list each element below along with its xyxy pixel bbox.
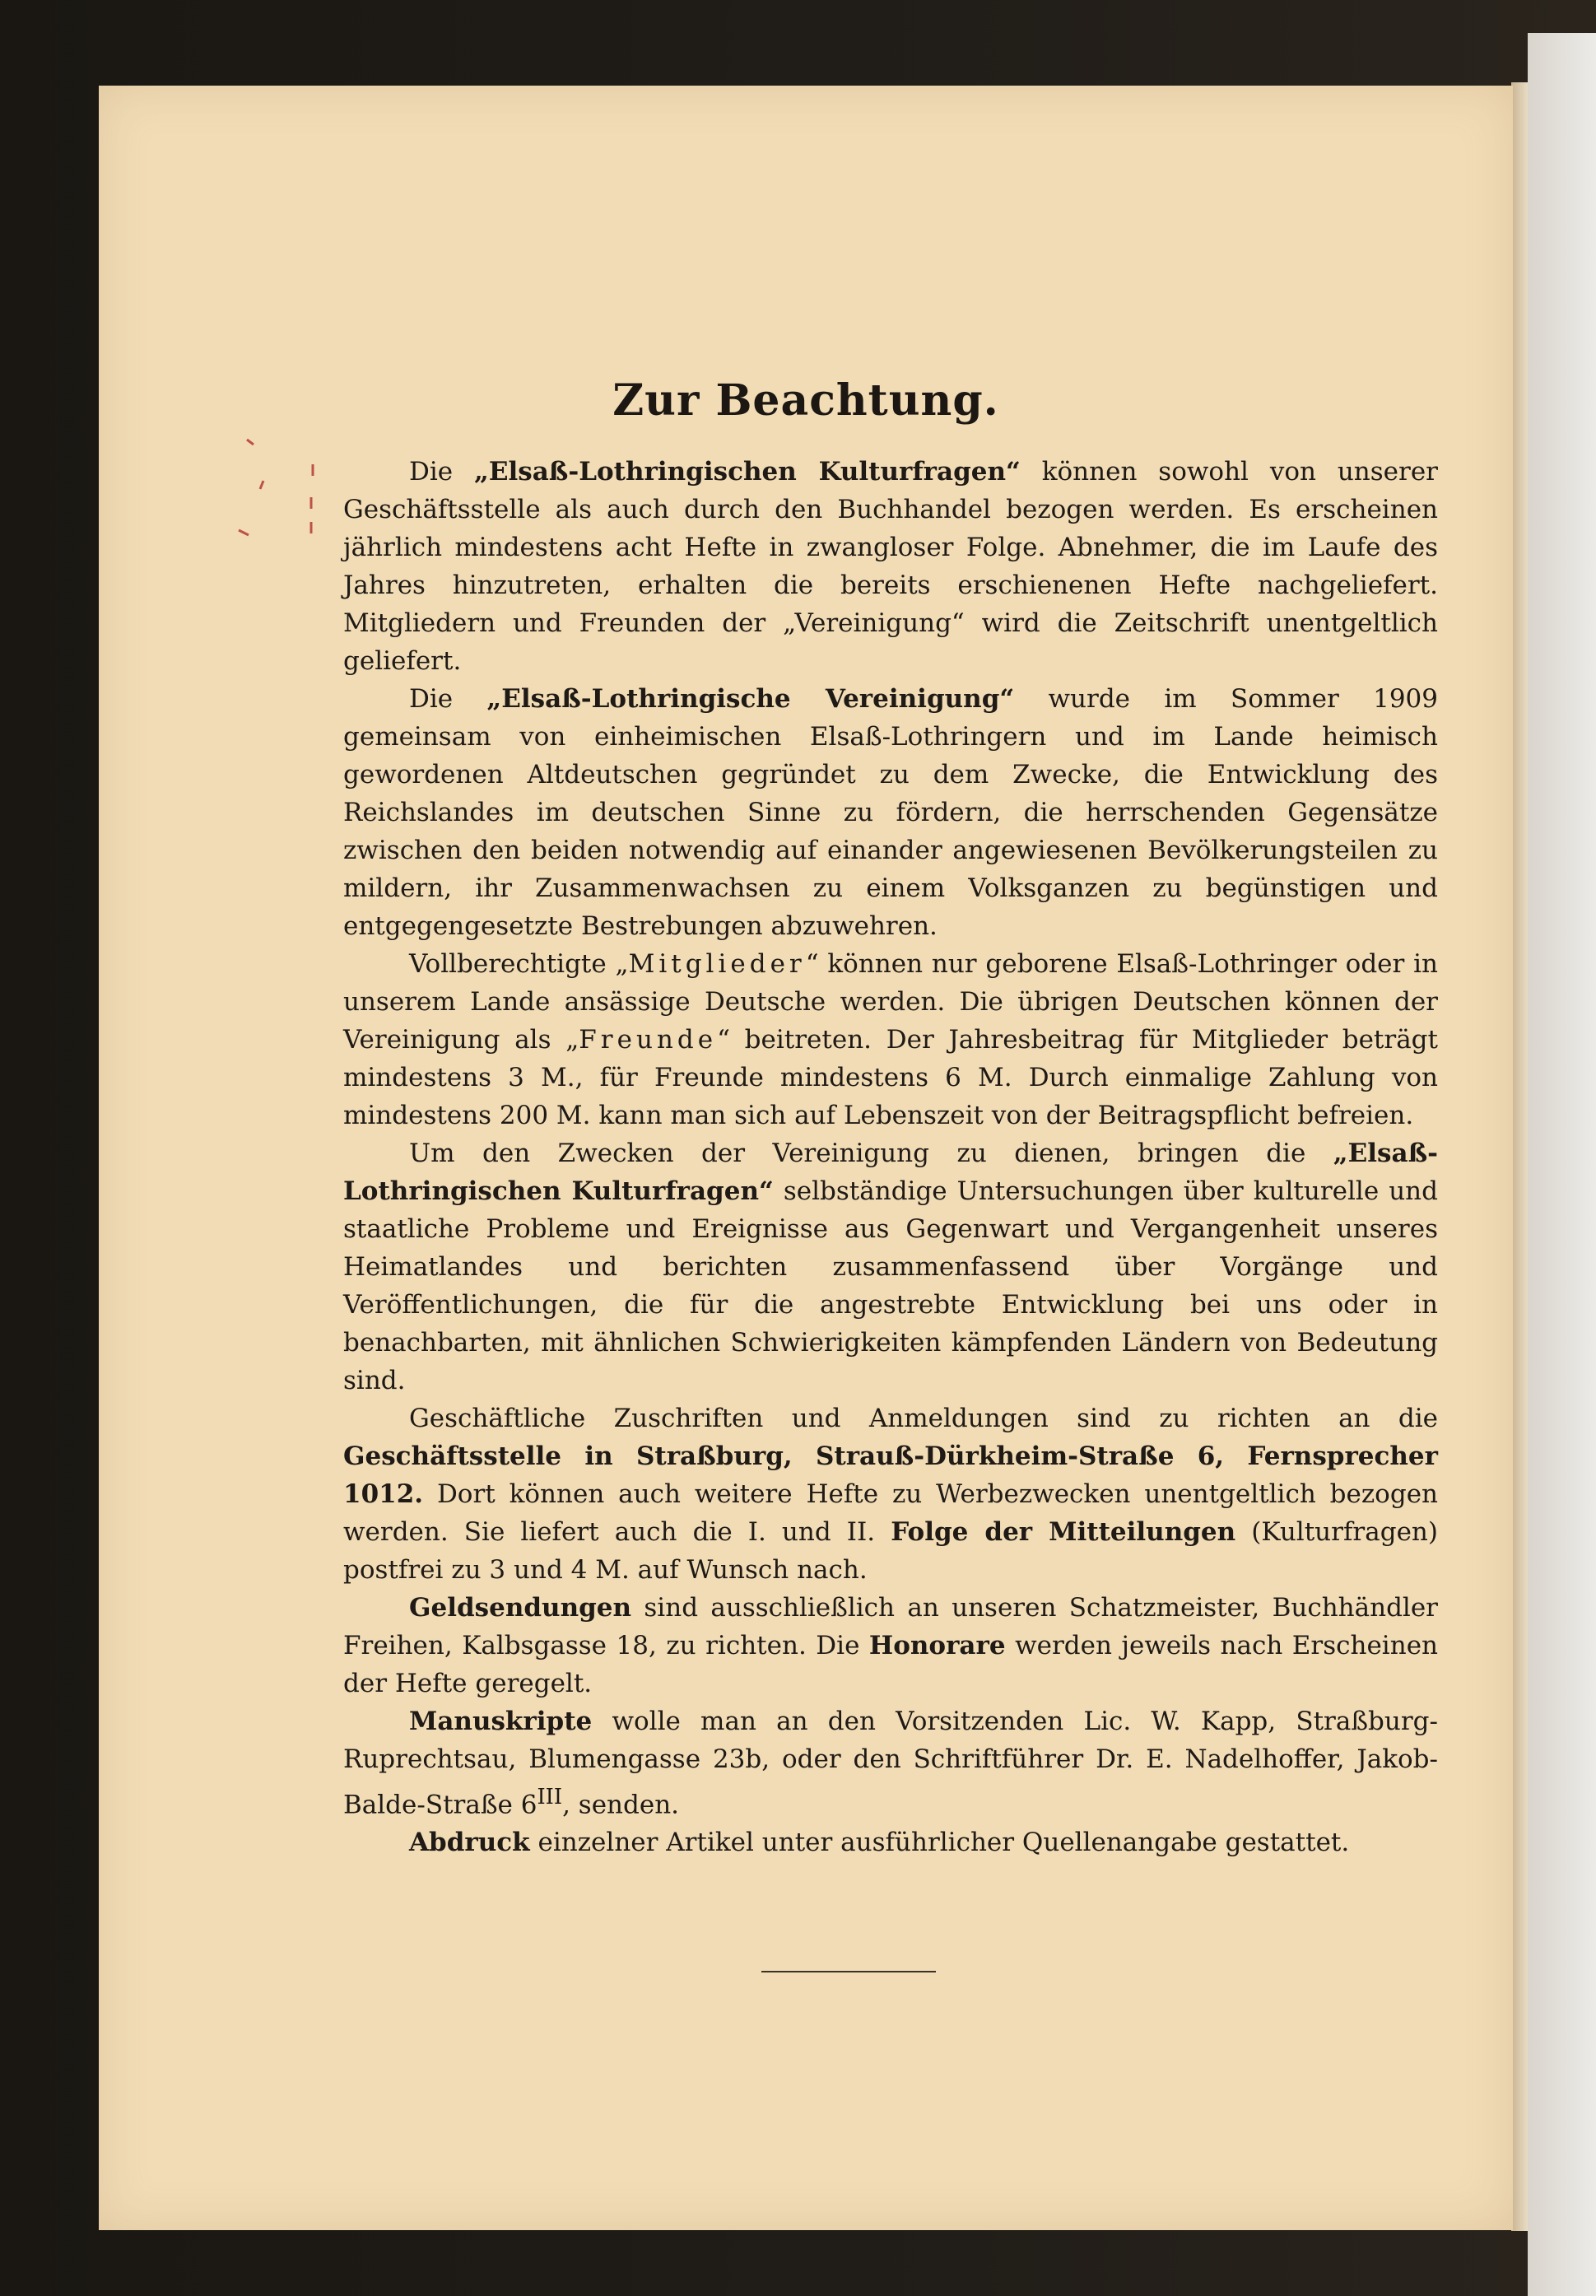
fees-term: Honorare (868, 1631, 1006, 1660)
paragraph-association (343, 680, 1438, 945)
manuscripts-term: Manuskripte (409, 1707, 593, 1736)
text-run: (Kulturfragen) postfrei zu 3 und 4 M. auf Wunsch nach. (343, 1517, 1438, 1585)
closing-rule (761, 1971, 936, 1972)
journal-name: „Elsaß-Lothringischen Kulturfragen“ (343, 1139, 1438, 1206)
text-run: werden jeweils nach Erscheinen der Hefte geregelt. (343, 1631, 1439, 1698)
text-run: , senden. (562, 1790, 680, 1820)
text-run: wolle man an den Vorsitzenden Lic. W. Kapp, Straßburg-Ruprechtsau, Blumengasse 23b, oder den Schriftführer Dr. E. Nadelhoffer, Jakob-Balde-Straße 6 (343, 1707, 1438, 1820)
paragraph-manuscripts (343, 1702, 1438, 1823)
document-page (99, 86, 1513, 2230)
paragraph-payments (343, 1589, 1438, 1702)
payments-term: Geldsendungen (409, 1593, 632, 1623)
reprint-term: Abdruck (409, 1828, 530, 1858)
text-run: Um den Zwecken der Vereinigung zu dienen, bringen die (409, 1139, 1333, 1168)
text-run: Die (409, 457, 474, 487)
series-name: Folge der Mitteilungen (891, 1517, 1236, 1547)
adjacent-page (1528, 33, 1596, 2296)
members-term: Mitglieder (628, 949, 806, 979)
superscript: III (537, 1785, 563, 1809)
text-run: Dort können auch weitere Hefte zu Werbezwecken unentgeltlich bezogen werden. Sie liefert auch die I. und II. (343, 1479, 1438, 1547)
paragraph-purpose (343, 1134, 1438, 1399)
text-run: sind ausschließlich an unseren Schatzmeister, Buchhändler Freihen, Kalbsgasse 18, zu richten. Die (343, 1593, 1438, 1660)
text-run: Die (409, 684, 487, 714)
paragraph-subscription (343, 453, 1438, 680)
association-name: „Elsaß-Lothringische Vereinigung“ (486, 684, 1015, 714)
paragraph-office (343, 1399, 1438, 1589)
text-run: “ beitreten. Der Jahresbeitrag für Mitglieder beträgt mindestens 3 M., für Freunde mindestens 6 M. Durch einmalige Zahlung von mindestens 200 M. kann man sich auf Lebenszeit von der Beitragspflicht befreien. (343, 1025, 1438, 1130)
friends-term: Freunde (579, 1025, 718, 1055)
text-run: können sowohl von unserer Geschäftsstelle als auch durch den Buchhandel bezogen werden. Es erscheinen jährlich mindestens acht Hefte in zwangloser Folge. Abnehmer, die im Laufe des Jahres hinzutreten, erhalten die bereits erschienenen Hefte nachgeliefert. Mitgliedern und Freunden der „Vereinigung“ wird die Zeitschrift unentgeltlich geliefert. (343, 457, 1438, 676)
paragraph-reprint (343, 1823, 1438, 1861)
journal-name: „Elsaß-Lothringischen Kulturfragen“ (474, 457, 1021, 487)
text-run: einzelner Artikel unter ausführlicher Quellenangabe gestattet. (529, 1828, 1350, 1858)
office-address: Geschäftsstelle in Straßburg, Strauß-Dürkheim-Straße 6, Fernsprecher 1012. (343, 1441, 1438, 1509)
text-run: Geschäftliche Zuschriften und Anmeldungen sind zu richten an die (409, 1404, 1438, 1433)
text-run: selbständige Untersuchungen über kulturelle und staatliche Probleme und Ereignisse aus Gegenwart und Vergangenheit unseres Heimatlandes und berichten zusammenfassend über Vorgänge und Veröffentlichungen, die für die angestrebte Entwicklung bei uns oder in benachbarten, mit ähnlichen Schwierigkeiten kämpfenden Ländern von Bedeutung sind. (343, 1176, 1438, 1395)
text-run: “ können nur geborene Elsaß-Lothringer oder in unserem Lande ansässige Deutsche werden. Die übrigen Deutschen können der Vereinigung als „ (343, 949, 1438, 1055)
page-title: Zur Beachtung. (612, 375, 999, 426)
paragraph-membership (343, 945, 1438, 1134)
text-run: wurde im Sommer 1909 gemeinsam von einheimischen Elsaß-Lothringern und im Lande heimisch gewordenen Altdeutschen gegründet zu dem Zwecke, die Entwicklung des Reichslandes im deutschen Sinne zu fördern, die herrschenden Gegensätze zwischen den beiden notwendig auf einander angewiesenen Bevölkerungsteilen zu mildern, ihr Zusammenwachsen zu einem Volksganzen zu begünstigen und entgegengesetzte Bestrebungen abzuwehren. (343, 684, 1439, 941)
text-run: Vollberechtigte „ (409, 949, 629, 979)
notice-text (343, 453, 1438, 1861)
page-edge (1511, 82, 1528, 2231)
